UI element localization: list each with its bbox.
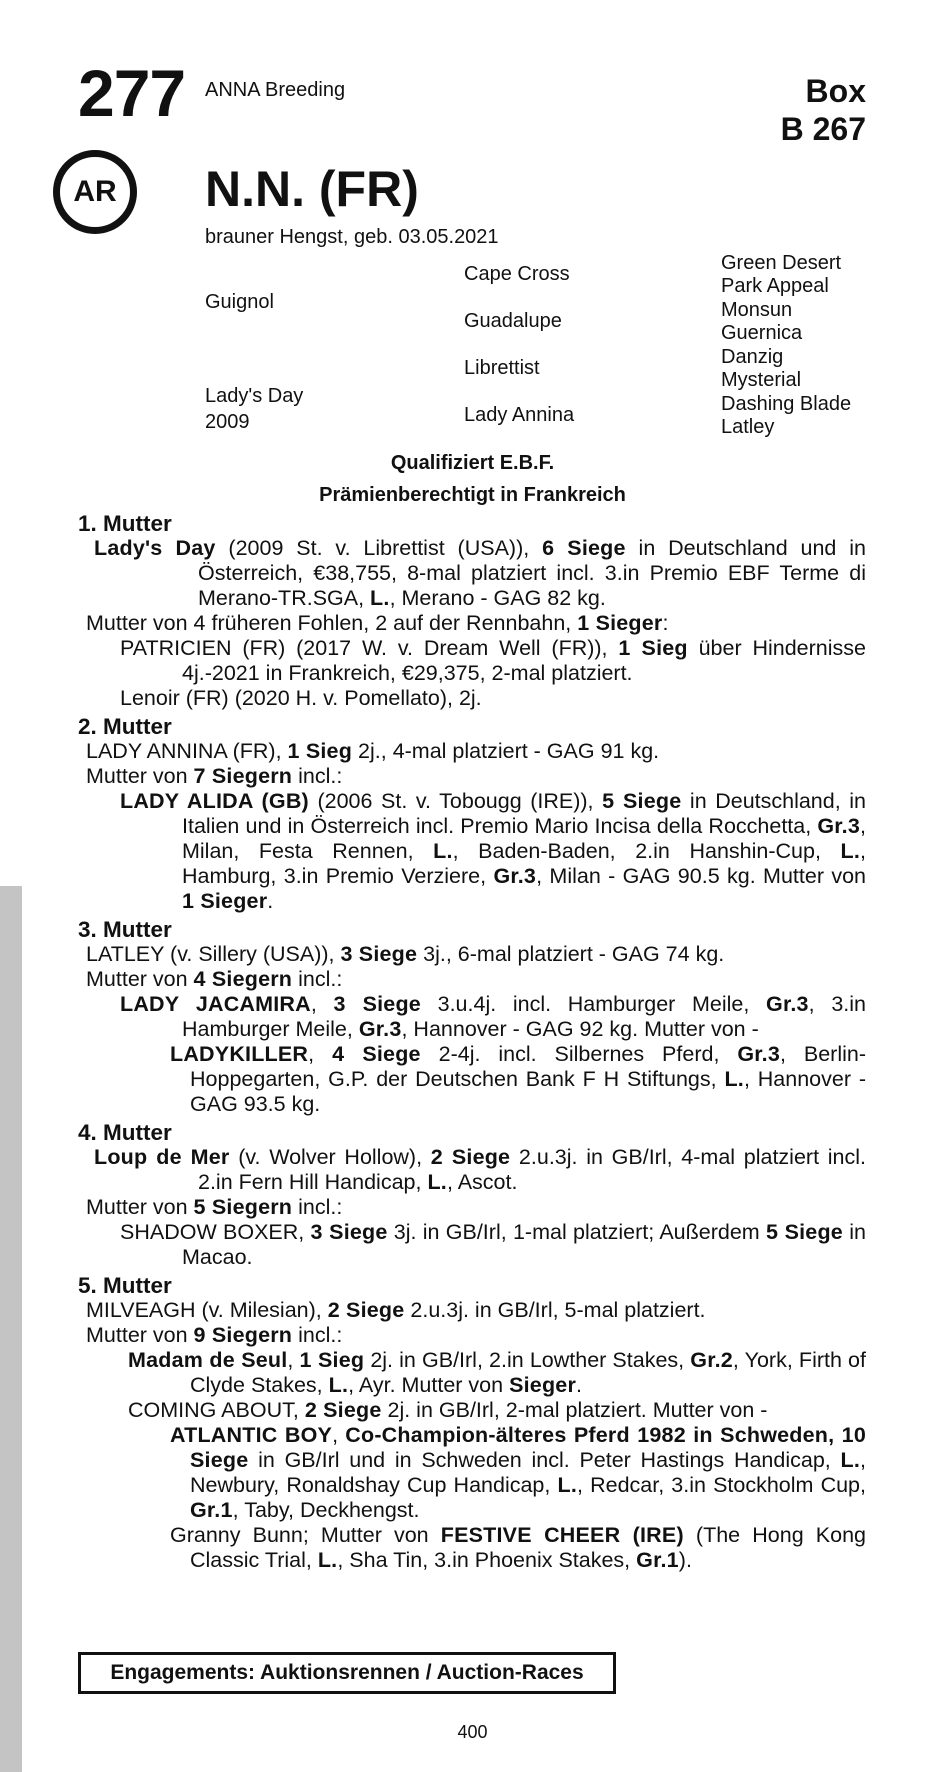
dam5-granny-bunn: Granny Bunn; Mutter von FESTIVE CHEER (IRE) (The Hong Kong Classic Trial, L., Sha Tin, 3.in Phoenix Stakes, Gr.1). [170,1523,866,1572]
pedigree-gen3-7: Dashing Blade [721,393,852,415]
pedigree-gen2-4: Lady Annina [464,404,575,426]
female-family-text [78,512,866,1573]
dam4-produce: Mutter von 5 Siegern incl.: [86,1195,343,1219]
ar-badge-icon: AR [53,150,137,234]
premium-note: Prämienberechtigt in Frankreich [319,484,626,506]
section-title-dam3: 3. Mutter [78,917,172,942]
section-title-dam1: 1. Mutter [78,511,172,536]
page-number: 400 [457,1722,488,1742]
section-title-dam5: 5. Mutter [78,1273,172,1298]
dam3-produce: Mutter von 4 Siegern incl.: [86,967,343,991]
box-label: Box [805,73,866,109]
section-title-dam2: 2. Mutter [78,714,172,739]
horse-name: N.N. (FR) [205,161,419,217]
dam5-winner-2: COMING ABOUT, 2 Siege 2j. in GB/Irl, 2-mal platziert. Mutter von - [128,1398,768,1422]
dam1-foal-2: Lenoir (FR) (2020 H. v. Pomellato), 2j. [120,686,482,710]
section-title-dam4: 4. Mutter [78,1120,172,1145]
pedigree-gen3-8: Latley [721,416,775,438]
pedigree-gen3-3: Monsun [721,299,793,321]
box-info [781,72,866,148]
dam2-entry: LADY ANNINA (FR), 1 Sieg 2j., 4-mal platziert - GAG 91 kg. [86,739,660,763]
dam5-produce: Mutter von 9 Siegern incl.: [86,1323,343,1347]
pedigree-gen2-1: Cape Cross [464,263,570,285]
engagements-box: Engagements: Auktionsrennen / Auction-Races [78,1652,616,1694]
pedigree-gen3-4: Guernica [721,322,803,344]
horse-description: brauner Hengst, geb. 03.05.2021 [205,226,499,248]
dam4-winner-1: SHADOW BOXER, 3 Siege 3j. in GB/Irl, 1-mal platziert; Außerdem 5 Siege in Macao. [120,1220,866,1269]
pedigree-gen2-2: Guadalupe [464,310,562,332]
pedigree-dam: Lady's Day [205,385,304,407]
pedigree-gen3-1: Green Desert [721,252,842,274]
box-number: B 267 [780,111,866,147]
qualification-note: Qualifiziert E.B.F. [390,452,555,474]
pedigree-dam-year: 2009 [205,411,250,433]
lot-number: 277 [78,56,186,130]
dam5-entry: MILVEAGH (v. Milesian), 2 Siege 2.u.3j. in GB/Irl, 5-mal platziert. [86,1298,706,1322]
consignor-name: ANNA Breeding [205,79,346,101]
pedigree-sire: Guignol [205,291,274,313]
pedigree-gen2-3: Librettist [464,357,540,379]
dam3-winner-1-foal: LADYKILLER, 4 Siege 2-4j. incl. Silbernes Pferd, Gr.3, Berlin-Hoppegarten, G.P. der Deutschen Bank F H Stiftungs, L., Hannover - GAG 93.5 kg. [170,1042,866,1116]
pedigree-gen3-5: Danzig [721,346,784,368]
dam2-produce: Mutter von 7 Siegern incl.: [86,764,343,788]
dam1-entry: Lady's Day (2009 St. v. Librettist (USA)), 6 Siege in Deutschland und in Österreich, €38,755, 8-mal platziert incl. 3.in Premio EBF Terme di Merano-TR.SGA, L., Merano - GAG 82 kg. [94,536,866,610]
dam2-winner-1: LADY ALIDA (GB) (2006 St. v. Tobougg (IRE)), 5 Siege in Deutschland, in Italien und in Österreich incl. Premio Mario Incisa della Rocchetta, Gr.3, Milan, Festa Rennen, L., Baden-Baden, 2.in Hanshin-Cup, L., Hamburg, 3.in Premio Verziere, Gr.3, Milan - GAG 90.5 kg. Mutter von 1 Sieger. [120,789,866,913]
side-tab-bar [0,886,22,1772]
dam5-winner-1: Madam de Seul, 1 Sieg 2j. in GB/Irl, 2.in Lowther Stakes, Gr.2, York, Firth of Clyde Stakes, L., Ayr. Mutter von Sieger. [128,1348,866,1397]
dam3-winner-1: LADY JACAMIRA, 3 Siege 3.u.4j. incl. Hamburger Meile, Gr.3, 3.in Hamburger Meile, Gr.3, Hannover - GAG 92 kg. Mutter von - [120,992,866,1041]
dam3-entry: LATLEY (v. Sillery (USA)), 3 Siege 3j., 6-mal platziert - GAG 74 kg. [86,942,725,966]
dam1-foal-1: PATRICIEN (FR) (2017 W. v. Dream Well (FR)), 1 Sieg über Hindernisse 4j.-2021 in Frankreich, €29,375, 2-mal platziert. [120,636,866,685]
dam5-winner-2-foal: ATLANTIC BOY, Co-Champion-älteres Pferd 1982 in Schweden, 10 Siege in GB/Irl und in Schweden incl. Peter Hastings Handicap, L., Newbury, Ronaldshay Cup Handicap, L., Redcar, 3.in Stockholm Cup, Gr.1, Taby, Deckhengst. [170,1423,866,1522]
pedigree-gen3-2: Park Appeal [721,275,829,297]
dam4-entry: Loup de Mer (v. Wolver Hollow), 2 Siege 2.u.3j. in GB/Irl, 4-mal platziert incl. 2.in Fern Hill Handicap, L., Ascot. [94,1145,866,1194]
dam1-produce: Mutter von 4 früheren Fohlen, 2 auf der Rennbahn, 1 Sieger: [86,611,669,635]
pedigree-gen3-6: Mysterial [721,369,802,391]
